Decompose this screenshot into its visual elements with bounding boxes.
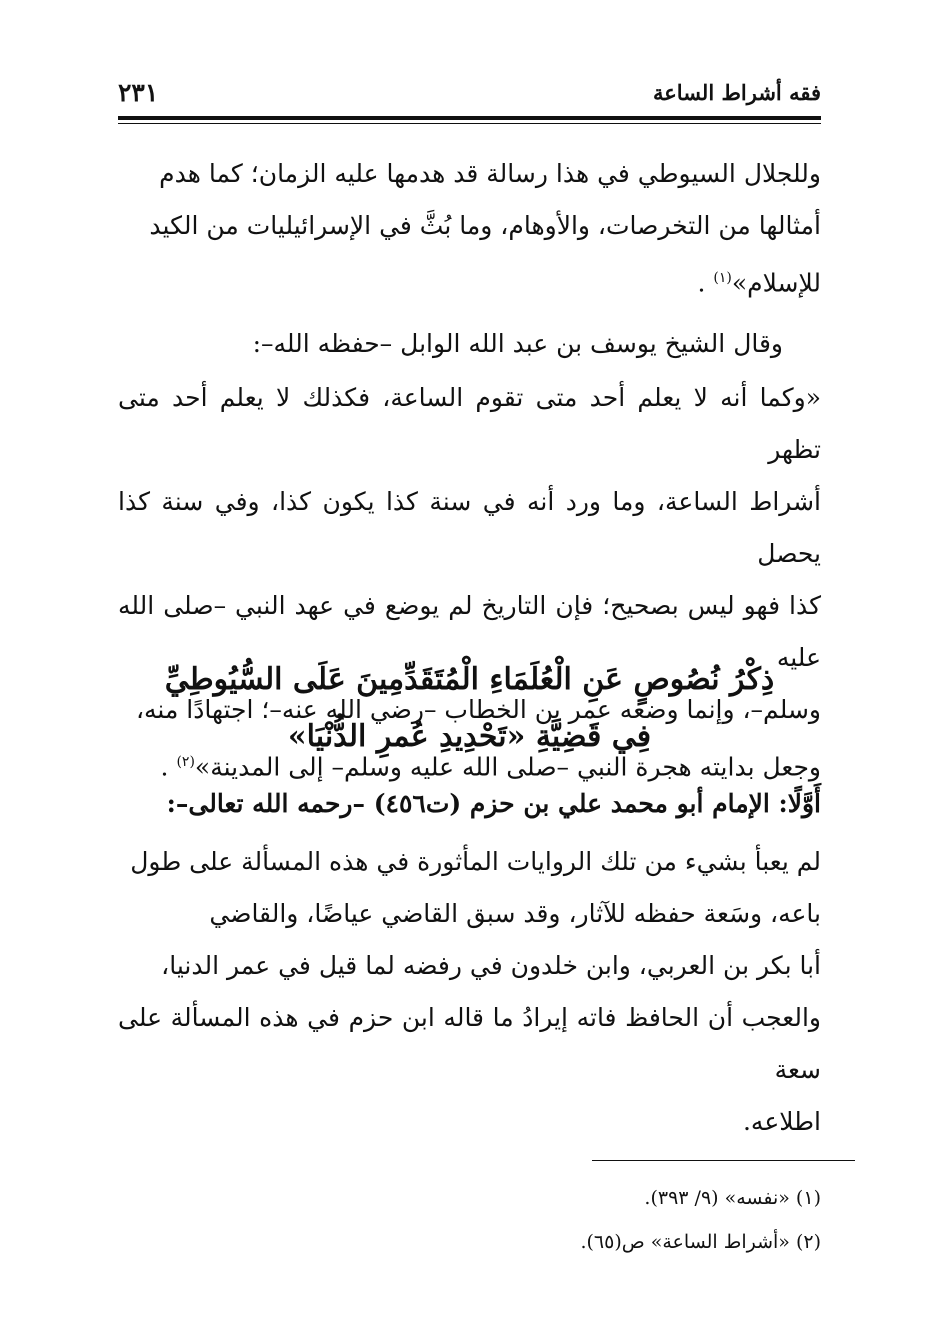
paragraph-line: [118, 252, 821, 309]
subsection-heading: أَوَّلًا: الإمام أبو محمد علي بن حزم (ت٤٥٦) –رحمه الله تعالى–:: [166, 789, 821, 818]
paragraph-line: وسلم–، وإنما وضعه عمر بن الخطاب –رضي الله عنه–؛ اجتهادًا منه،: [135, 695, 821, 724]
paragraph-1: [118, 148, 821, 309]
running-header: [118, 74, 821, 114]
footnote-ref: (٢): [176, 754, 195, 770]
paragraph-end: .: [697, 268, 706, 298]
paragraph-line: كذا فهو ليس بصحيح؛ فإن التاريخ لم يوضع في عهد النبي –صلى الله عليه: [118, 591, 821, 672]
footnote-1: (١) «نفسه» (٩/ ٣٩٣).: [644, 1187, 821, 1209]
paragraph-text: للإسلام»: [731, 268, 821, 298]
paragraph-end: .: [160, 752, 169, 782]
page-number: ٢٣١: [118, 78, 159, 107]
paragraph-line: أبا بكر بن العربي، وابن خلدون في رفضه لما قيل في عمر الدنيا،: [161, 951, 821, 980]
footnote-rule: [592, 1160, 855, 1161]
header-rule-thick: [118, 116, 821, 120]
paragraph-line: «وكما أنه لا يعلم أحد متى تقوم الساعة، فكذلك لا يعلم أحد متى تظهر: [118, 383, 821, 464]
paragraph-line: وقال الشيخ يوسف بن عبد الله الوابل –حفظه الله–:: [252, 329, 783, 358]
header-rule-thin: [118, 123, 821, 124]
paragraph-4: [118, 836, 821, 1148]
section-heading-line-1: ذِكْرُ نُصُوصٍ عَنِ الْعُلَمَاءِ الْمُتَقَدِّمِينَ عَلَى السُّيُوطِيِّ: [164, 662, 775, 697]
paragraph-line: باعه، وسَعة حفظه للآثار، وقد سبق القاضي عياضًا، والقاضي: [209, 899, 821, 928]
footnote-2: (٢) «أشراط الساعة» ص(٦٥).: [580, 1231, 821, 1253]
section-heading-line-2: فِي قَضِيَّةِ «تَحْدِيدِ عُمرِ الدُّنْيَا»: [287, 719, 652, 754]
paragraph-2: [118, 318, 821, 370]
paragraph-line: وللجلال السيوطي في هذا رسالة قد هدمها عليه الزمان؛ كما هدم: [159, 159, 821, 188]
paragraph-line: اطلاعه.: [742, 1107, 821, 1136]
paragraph-line: أشراط الساعة، وما ورد أنه في سنة كذا يكون كذا، وفي سنة كذا يحصل: [118, 487, 821, 568]
paragraph-line: أمثالها من التخرصات، والأوهام، وما بُثَّ في الإسرائيليات من الكيد: [149, 211, 821, 240]
header-title: فقه أشراط الساعة: [653, 80, 821, 105]
footnote-ref: (١): [713, 270, 732, 286]
paragraph-line: والعجب أن الحافظ فاته إيرادُ ما قاله ابن حزم في هذه المسألة على سعة: [118, 1003, 821, 1084]
paragraph-text: وجعل بدايته هجرة النبي –صلى الله عليه وسلم– إلى المدينة»: [194, 752, 821, 782]
paragraph-line: لم يعبأ بشيء من تلك الروايات المأثورة في هذه المسألة على طول: [130, 847, 821, 876]
